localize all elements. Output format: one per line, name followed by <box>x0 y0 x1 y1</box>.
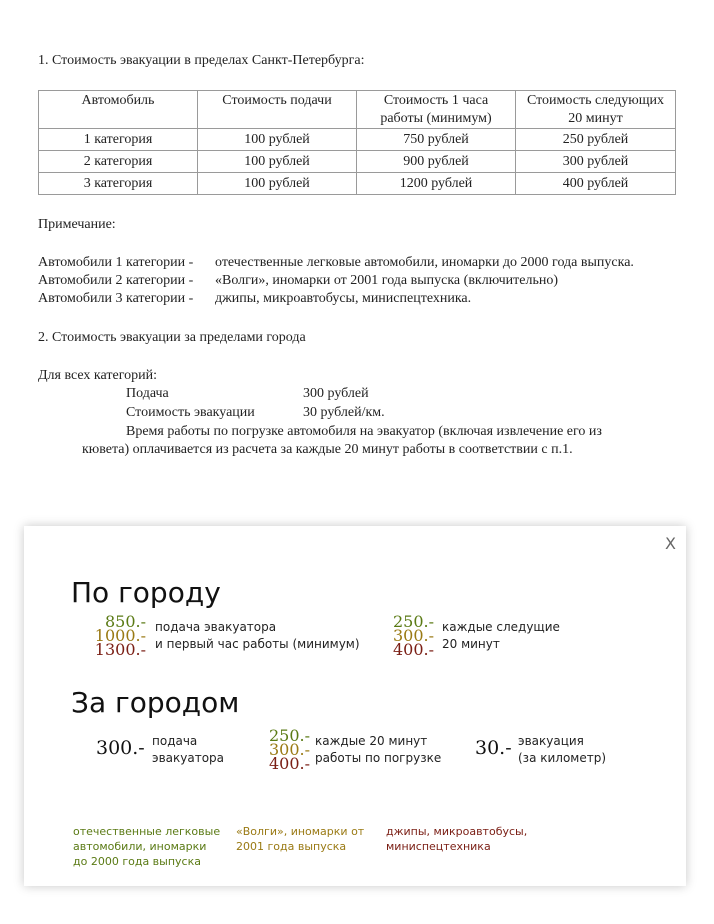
evac-label: Стоимость эвакуации <box>126 405 255 420</box>
note-text: джипы, микроавтобусы, миниспецтехника. <box>215 291 472 306</box>
legend-cat1 <box>73 824 220 869</box>
cell: 250 рублей <box>516 129 676 151</box>
note-title: Примечание: <box>38 217 116 232</box>
note-label: Автомобили 1 категории - <box>38 255 194 270</box>
price-cat1: 250.- <box>268 726 310 745</box>
evac-value: 30 рублей/км. <box>303 405 385 420</box>
outside-supply-price: 300.- <box>96 737 145 759</box>
note-text: «Волги», иномарки от 2001 года выпуска (включительно) <box>215 273 559 288</box>
note-row <box>38 290 678 308</box>
loading-paragraph-line1: Время работы по погрузке автомобиля на эвакуатор (включая извлечение его из <box>126 424 602 439</box>
legend-cat3 <box>386 824 527 854</box>
cell: 2 категория <box>39 151 198 173</box>
col-header-supply: Стоимость подачи <box>198 91 357 129</box>
price-cat3: 400.- <box>268 754 310 773</box>
rates-table <box>38 90 676 195</box>
price-cat3: 400.- <box>392 640 434 659</box>
cell: 100 рублей <box>198 129 357 151</box>
cell: 1200 рублей <box>357 173 516 195</box>
cell: 900 рублей <box>357 151 516 173</box>
desc-line: работы по погрузке <box>315 751 442 765</box>
legend-line: миниспецтехника <box>386 840 491 853</box>
price-cat1: 850.- <box>104 612 146 631</box>
desc-line: 20 минут <box>442 637 500 651</box>
supply-value: 300 рублей <box>303 386 369 401</box>
city-prices-2 <box>376 612 434 659</box>
loading-paragraph-line2: кювета) оплачивается из расчета за каждые 20 минут работы в соответствии с п.1. <box>82 442 573 457</box>
desc-line: (за километр) <box>518 751 607 765</box>
desc-line: и первый час работы (минимум) <box>155 637 360 651</box>
desc-line: эвакуатора <box>152 751 225 765</box>
price-cat2: 1000.- <box>94 626 146 645</box>
all-categories-label: Для всех категорий: <box>38 368 157 383</box>
col-header-car: Автомобиль <box>39 91 198 129</box>
city-desc-2 <box>442 619 560 653</box>
cell: 1 категория <box>39 129 198 151</box>
legend-line: 2001 года выпуска <box>236 840 347 853</box>
cell: 400 рублей <box>516 173 676 195</box>
table-row <box>39 151 676 173</box>
legend-line: «Волги», иномарки от <box>236 825 365 838</box>
city-desc-1 <box>155 619 360 653</box>
desc-line: эвакуация <box>518 734 584 748</box>
price-cat1: 250.- <box>392 612 434 631</box>
cell: 300 рублей <box>516 151 676 173</box>
outside-title: За городом <box>71 686 240 719</box>
legend-cat2 <box>236 824 364 854</box>
city-title: По городу <box>71 576 221 609</box>
price-cat2: 300.- <box>268 740 310 759</box>
note-label: Автомобили 3 категории - <box>38 291 194 306</box>
legend-line: отечественные легковые <box>73 825 221 838</box>
note-text: отечественные легковые автомобили, иномарки до 2000 года выпуска. <box>215 255 634 270</box>
note-row <box>38 272 678 290</box>
legend-line: до 2000 года выпуска <box>73 855 201 868</box>
cell: 100 рублей <box>198 151 357 173</box>
desc-line: каждые следущие <box>442 620 560 634</box>
col-header-hour: Стоимость 1 часа работы (минимум) <box>357 91 516 129</box>
table-row <box>39 173 676 195</box>
table-row <box>39 129 676 151</box>
outside-desc-1 <box>152 733 224 767</box>
cell: 3 категория <box>39 173 198 195</box>
desc-line: каждые 20 минут <box>315 734 428 748</box>
cell: 100 рублей <box>198 173 357 195</box>
outside-desc-2 <box>315 733 441 767</box>
desc-line: подача <box>152 734 198 748</box>
price-popup <box>24 526 686 886</box>
heading-outside-cost: 2. Стоимость эвакуации за пределами города <box>38 330 306 345</box>
supply-label: Подача <box>126 386 169 401</box>
outside-desc-3 <box>518 733 606 767</box>
legend-line: автомобили, иномарки <box>73 840 207 853</box>
city-prices-1 <box>86 612 146 659</box>
legend-line: джипы, микроавтобусы, <box>386 825 528 838</box>
note-row <box>38 254 678 272</box>
outside-km-price: 30.- <box>475 737 512 759</box>
price-cat2: 300.- <box>392 626 434 645</box>
heading-city-cost: 1. Стоимость эвакуации в пределах Санкт-Петербурга: <box>38 53 365 68</box>
note-label: Автомобили 2 категории - <box>38 273 194 288</box>
table-header-row <box>39 91 676 129</box>
price-cat3: 1300.- <box>94 640 146 659</box>
close-icon[interactable]: X <box>665 534 676 553</box>
cell: 750 рублей <box>357 129 516 151</box>
desc-line: подача эвакуатора <box>155 620 277 634</box>
col-header-next20: Стоимость следующих 20 минут <box>516 91 676 129</box>
outside-prices-2 <box>252 726 310 773</box>
